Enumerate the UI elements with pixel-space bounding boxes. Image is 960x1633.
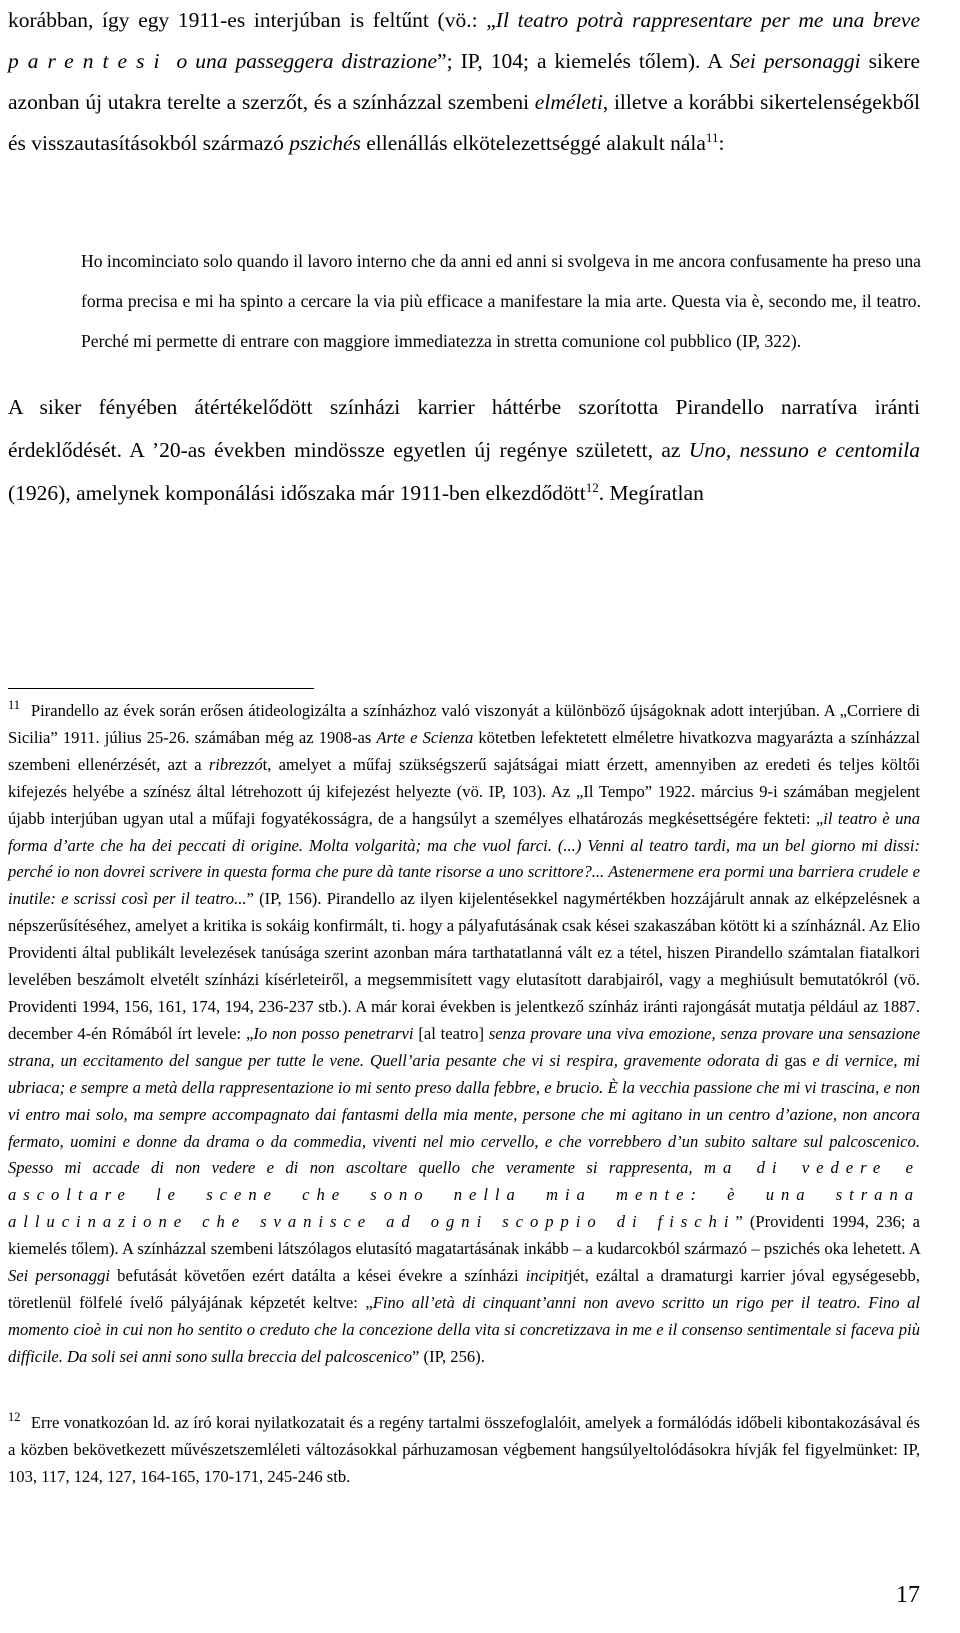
text-run: (1926), amelynek komponálási időszaka már 1911-ben elkezdődött <box>8 481 586 505</box>
italic-run: o una passeggera distrazione <box>168 49 438 73</box>
text-run: befutását követően ezért datálta a kései évekre a színházi <box>110 1266 526 1286</box>
footnote-11 <box>8 698 920 1371</box>
page-number: 17 <box>896 1582 920 1608</box>
italic-run: il teatro è una forma d’arte che ha dei peccati di origine. Molta volgarità; ma che vuol farci. (...) Venni al teatro tardi, ma un bel giorno mi dissi: perché io non dovrei scrivere in questa forma che pure dà tante risorse a uno scrittore?... Astenermene era pormi una barriera crudele e inutile: e scrissi così per il teatro... <box>8 808 920 909</box>
text-run: korábban, így egy 1911-es interjúban is feltűnt (vö.: „ <box>8 8 496 32</box>
italic-run: senza provare una viva emozione, senza provare una sensazione strana, un eccitamento del sangue per tutte le vene. Quell’aria pesante che vi si respira, gravemente odorata di <box>8 1023 921 1070</box>
spaced-italic-run: parentesi <box>8 49 169 73</box>
italic-run: ribrezzó <box>208 754 263 774</box>
italic-run: Sei personaggi <box>8 1266 111 1286</box>
italic-run: e di vernice, mi ubriaca; e sempre a metà della rappresentazione io mi sento preso dalla febbre, e brucio. È la vecchia passione che mi vi trascina, e non vi entro mai solo, ma sempre accompagnato dai fantasmi della mia mente, persone che mi agitano in un centro d’azione, non ancora fermato, uomini e donne da drama o da commedia, viventi nel mio cervello, e che vorrebbero d’un subito saltare sul palcoscenico. Spesso mi accade di non vedere e di non ascoltare quello che veramente si rappresenta, <box>8 1050 921 1178</box>
footnote-12 <box>8 1410 920 1491</box>
text-run: jét, ezáltal a dramaturgi karrier jóval egységesebb, töretlenül fölfelé ívelő pályájának képzetét keltve: „ <box>8 1266 921 1312</box>
text-run: ” (IP, 256). <box>412 1346 485 1366</box>
text-run: ellenállás elkötelezettséggé alakult nála <box>360 131 706 155</box>
block-quote: Ho incominciato solo quando il lavoro interno che da anni ed anni si svolgeva in me ancora confusamente ha preso una forma precisa e mi ha spinto a cercare la via più efficace a manifestare la mia arte. Questa via è, secondo me, il teatro. Perché mi permette di entrare con maggiore immediatezza in stretta comunione col pubblico (IP, 322). <box>81 251 921 351</box>
text-run: sikere azonban új utakra terelte a szerzőt, és a színházzal szembeni <box>8 49 920 114</box>
text-run: : <box>718 131 725 155</box>
text-run: Erre vonatkozóan ld. az író korai nyilatkozatait és a regény tartalmi összefoglalóit, amelyek a formálódás időbeli kibontakozásával és a közben bekövetkezett művészetszemléleti változásokkal párhuzamosan végbement hangsúlyeltolódásokra hívják fel figyelmünket: IP, 103, 117, 124, 127, 164-165, 170-171, 245-246 stb. <box>8 1413 920 1486</box>
footnote-separator <box>8 688 314 689</box>
text-run: ” (Providenti 1994, 236; a kiemelés tőlem). A színházzal szembeni látszólagos elutasító magatartásának inkább – a kudarcokból származó – pszichés oka lehetett. A <box>8 1212 920 1259</box>
italic-run: Io non posso penetrarvi <box>253 1023 414 1043</box>
footnote-number: 12 <box>8 1410 21 1425</box>
italic-run: incipit <box>525 1266 569 1286</box>
italic-run: elméleti <box>534 90 603 114</box>
text-run: t, amelyet a műfaj szükségszerű sajátságai miatt érzett, amennyiben az eredeti és teljes költői kifejezés helyébe a színész által létrehozott új kifejezést helyezte (vö. IP, 103). Az „Il Tempo” 1922. március 9-i számában megjelent újabb interjúban ugyan utal a műfaji fogyatékosságra, de a hangsúlyt a személyes elhatározás megkésettségére fekteti: „ <box>8 754 920 828</box>
text-run: ” (IP, 156). Pirandello az ilyen kijelentésekkel nagymértékben hozzájárult annak az elképzelésnek a népszerűsítéséhez, amelyet a kritika is sokáig konfirmált, ti. hogy a pályafutásának csak kései szakaszában kötött ki a színháznál. Az Elio Providenti által publikált levelezések tanúsága szerint azonban mára tarthatatlanná vált ez a tétel, hiszen Pirandello számtalan fiatalkori levelében beszámolt elvetélt színházi kísérleteiről, a megsemmisített vagy elutasított darabjairól, vagy a meghiúsult bemutatókról (vö. Providenti 1994, 156, 161, 174, 194, 236-237 stb.). A már korai években is jelentkező színház iránti rajongását mutatja például az 1887. december 4-én Rómából írt levele: „ <box>8 889 921 1043</box>
text-run: gas <box>784 1050 807 1070</box>
italic-run: Sei personaggi <box>729 49 861 73</box>
italic-run: Uno, nessuno e centomila <box>688 438 920 462</box>
text-run: A siker fényében átértékelődött színházi karrier háttérbe szorította Pirandello narratíva iránti érdeklődését. A ’20-as években mindössze egyetlen új regénye született, az <box>8 395 920 462</box>
text-run: kötetben lefektetett elméletre hivatkozva magyarázta a színházzal szembeni ellenérzését, azt a <box>8 727 920 774</box>
text-run: Pirandello az évek során erősen átideologizálta a színházhoz való viszonyát a különböző újságoknak adott interjúban. A „Corriere di Sicilia” 1911. július 25-26. számában még az 1908-as <box>8 701 920 747</box>
italic-run: Il teatro potrà rappresentare per me una breve <box>495 8 920 32</box>
text-run: ”; IP, 104; a kiemelés tőlem). A <box>437 49 730 73</box>
footnote-reference-12[interactable]: 12 <box>585 479 599 495</box>
italic-run: Fino all’età di cinquant’anni non avevo scritto un rigo per il teatro. Fino al momento cioè in cui non ho sentito o creduto che la concezione della vita si concretizzava in me e il consenso sentimentale si faceva più difficile. Da soli sei anni sono sulla breccia del palcoscenico <box>8 1292 920 1366</box>
footnote-number: 11 <box>8 698 21 713</box>
text-run: , illetve a korábbi sikertelenségekből és visszautasításokból származó <box>8 90 920 155</box>
body-paragraph-top <box>8 0 920 164</box>
footnote-reference-11[interactable]: 11 <box>705 129 719 145</box>
text-run: . Megíratlan <box>598 481 704 505</box>
body-paragraph-second <box>8 386 920 515</box>
spaced-italic-run: ma di vedere e ascoltare le scene che sono nella mia mente: è una strana allucinazione che svanisce ad ogni scoppio di fischi <box>8 1158 920 1232</box>
italic-run: pszichés <box>289 131 361 155</box>
text-run: [al teatro] <box>413 1023 489 1043</box>
italic-run: Arte e Scienza <box>376 727 474 747</box>
